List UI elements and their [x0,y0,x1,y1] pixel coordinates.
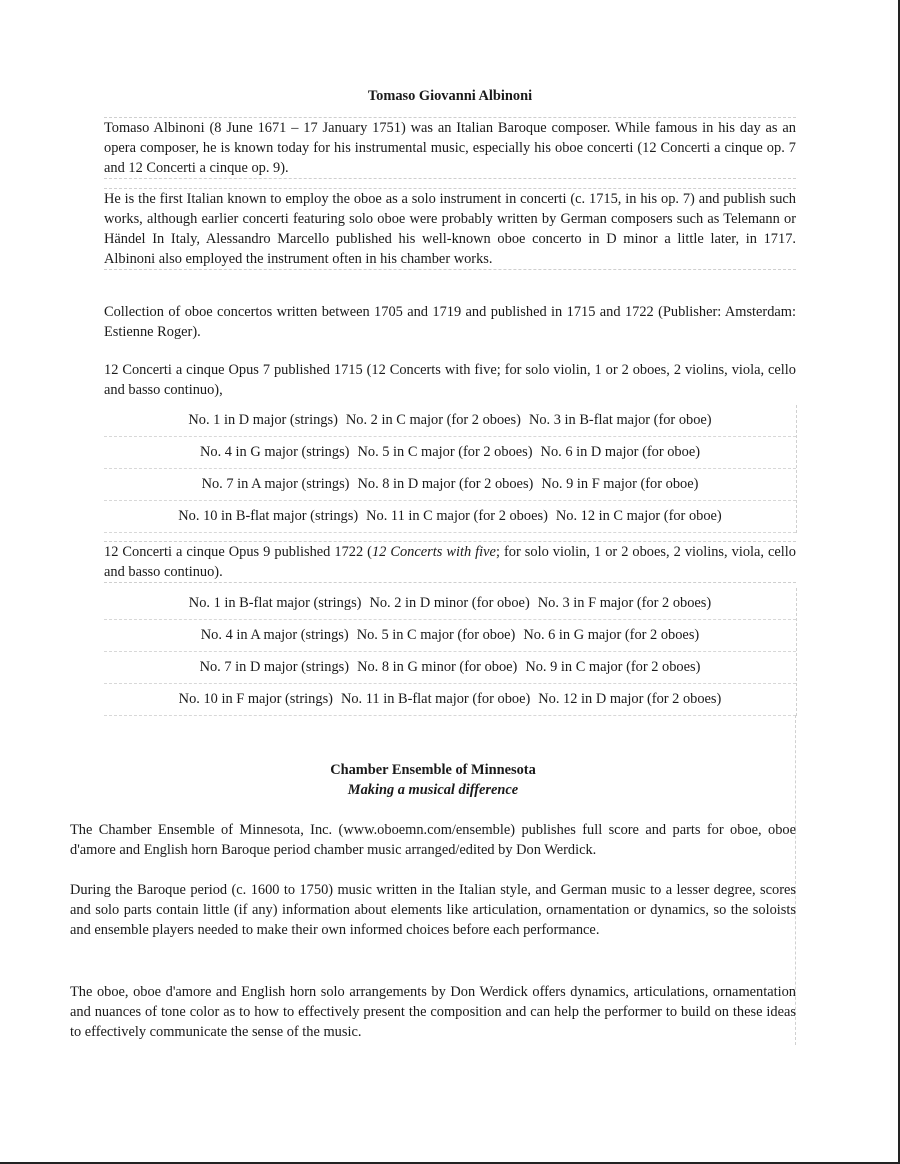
concerto-entry: No. 7 in D major (strings) [199,659,350,675]
baroque-paragraph: During the Baroque period (c. 1600 to 1750) music written in the Italian style, and German music to a lesser degree, scores and solo parts contain little (if any) information about elements like articulation, ornamentation or dynamics, so the soloists and ensemble players needed to make their own informed choices before each performance. [70,882,796,938]
op7-list [104,405,797,533]
list-item [104,620,796,652]
ensemble-subtitle: Making a musical difference [347,782,519,798]
concerto-entry: No. 2 in D minor (for oboe) [369,595,530,611]
bio-paragraph: Tomaso Albinoni (8 June 1671 – 17 January 1751) was an Italian Baroque composer. While famous in his day as an opera composer, he is known today for his instrumental music, especially his oboe concerti (12 Concerti a cinque op. 7 and 12 Concerti a cinque op. 9). [104,117,796,179]
ensemble-paragraph: The Chamber Ensemble of Minnesota, Inc. (www.oboemn.com/ensemble) publishes full score and parts for oboe, oboe d'amore and English horn Baroque period chamber music arranged/edited by Don Werdick. [70,822,796,858]
concerto-entry: No. 11 in C major (for 2 oboes) [366,508,548,524]
concerto-entry: No. 10 in F major (strings) [178,691,333,707]
concerto-entry: No. 11 in B-flat major (for oboe) [340,691,531,707]
concerto-entry: No. 10 in B-flat major (strings) [178,508,359,524]
op7-intro: 12 Concerti a cinque Opus 7 published 1715 (12 Concerts with five; for solo violin, 1 or 2 oboes, 2 violins, viola, cello and basso continuo), [104,362,796,398]
concerto-entry: No. 4 in A major (strings) [200,627,349,643]
concerto-entry: No. 5 in C major (for oboe) [356,627,516,643]
collection-paragraph: Collection of oboe concertos written between 1705 and 1719 and published in 1715 and 1722 (Publisher: Amsterdam: Estienne Roger). [104,304,796,340]
ensemble-title: Chamber Ensemble of Minnesota [330,762,536,778]
concerto-entry: No. 8 in D major (for 2 oboes) [357,476,534,492]
concerto-entry: No. 4 in G major (strings) [199,444,350,460]
op9-list [104,588,797,716]
op9-intro-text: 12 Concerti a cinque Opus 9 published 1722 ( [104,544,372,560]
op9-intro [104,541,796,583]
list-item [104,405,796,437]
concerto-entry: No. 12 in C major (for oboe) [555,508,722,524]
op9-intro-italic: 12 Concerts with five [371,544,496,560]
concerto-entry: No. 5 in C major (for 2 oboes) [357,444,533,460]
oboe-paragraph: He is the first Italian known to employ the oboe as a solo instrument in concerti (c. 1715, in his op. 7) and publish such works, although earlier concerti featuring solo oboe were probably written by German composers such as Telemann or Händel In Italy, Alessandro Marcello published his well-known oboe concerto in D minor a little later, in 1717. Albinoni also employed the instrument often in his chamber works. [104,188,796,270]
list-item [104,437,796,469]
concerto-entry: No. 3 in F major (for 2 oboes) [537,595,712,611]
concerto-entry: No. 6 in D major (for oboe) [540,444,701,460]
concerto-entry: No. 1 in D major (strings) [188,412,338,428]
concerto-entry: No. 12 in D major (for 2 oboes) [538,691,722,707]
concerto-entry: No. 8 in G minor (for oboe) [357,659,518,675]
list-item [104,501,796,533]
concerto-entry: No. 9 in F major (for oboe) [541,476,699,492]
concerto-entry: No. 6 in G major (for 2 oboes) [523,627,700,643]
concerto-entry: No. 3 in B-flat major (for oboe) [528,412,712,428]
op9-intro-text: ; for solo violin, 1 or 2 oboes, 2 violins, viola, cello and basso continuo). [104,544,796,580]
section-title: Tomaso Giovanni Albinoni [367,88,533,104]
list-item [104,469,796,501]
arrangements-paragraph: The oboe, oboe d'amore and English horn solo arrangements by Don Werdick offers dynamics, articulations, ornamentation and nuances of tone color as to how to effectively present the composition and can help the performer to build on these ideas to effectively communicate the sense of the music. [70,984,796,1040]
concerto-entry: No. 7 in A major (strings) [201,476,350,492]
list-item [104,588,796,620]
concerto-entry: No. 2 in C major (for 2 oboes) [345,412,521,428]
list-item [104,652,796,684]
concerto-entry: No. 9 in C major (for 2 oboes) [525,659,701,675]
concerto-entry: No. 1 in B-flat major (strings) [188,595,362,611]
list-item [104,684,796,716]
